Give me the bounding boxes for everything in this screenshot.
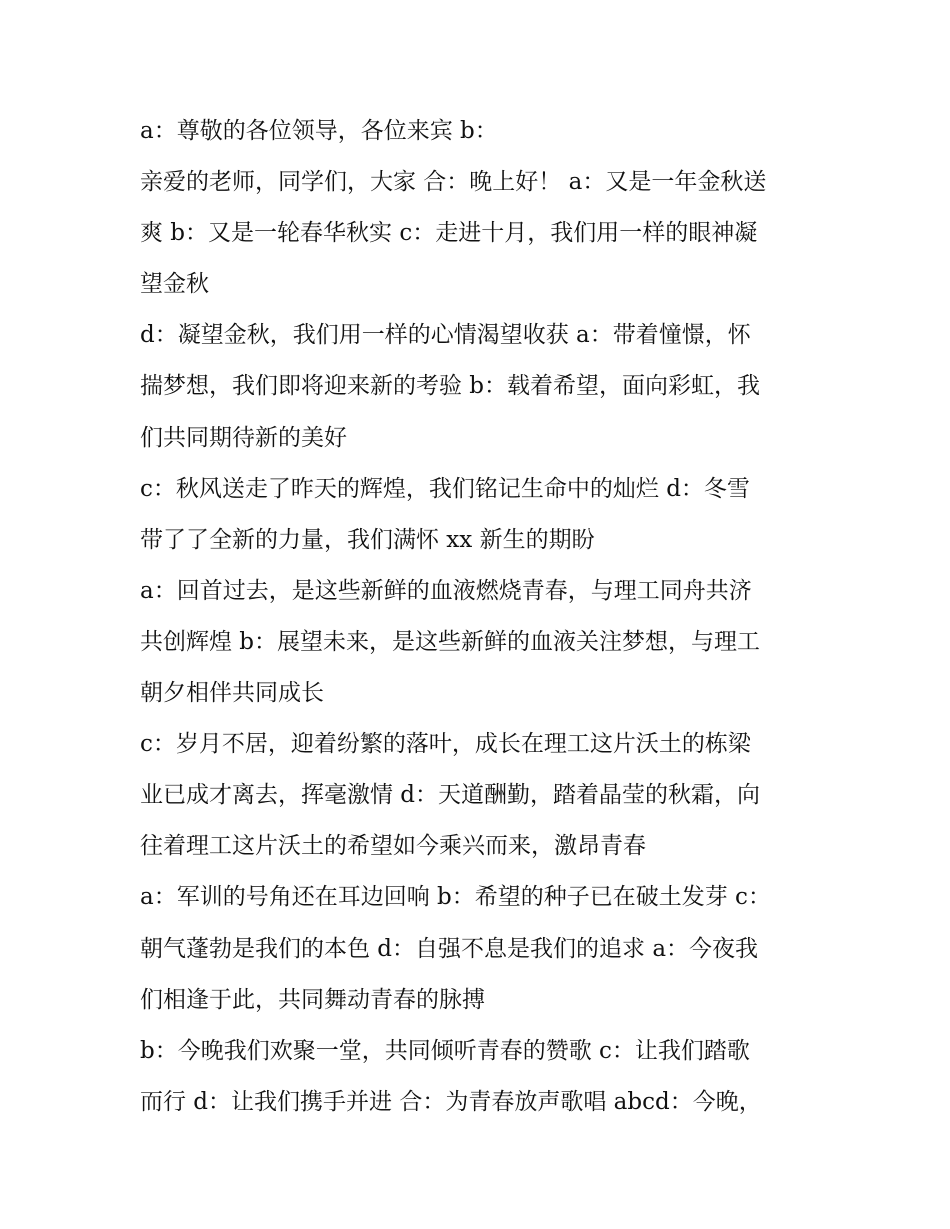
text-line: d：凝望金秋，我们用一样的心情渴望收获 a：带着憧憬，怀 (140, 322, 751, 349)
text-line: 们共同期待新的美好 (140, 424, 347, 451)
text-line: a：回首过去，是这些新鲜的血液燃烧青春，与理工同舟共济 (140, 577, 752, 604)
text-line: 带了了全新的力量，我们满怀 xx 新生的期盼 (140, 526, 595, 553)
text-line: c：岁月不居，迎着纷繁的落叶，成长在理工这片沃土的栋梁 (140, 731, 751, 758)
text-line: a：尊敬的各位领导，各位来宾 b： (140, 118, 498, 144)
body-text (140, 106, 820, 1128)
text-line: b：今晚我们欢聚一堂，共同倾听青春的赞歌 c：让我们踏歌 (140, 1037, 750, 1064)
text-line: 们相逢于此，共同舞动青春的脉搏 (140, 986, 485, 1013)
text-line: 亲爱的老师，同学们，大家 合：晚上好！ a：又是一年金秋送 (140, 169, 767, 196)
text-line: a：军训的号角还在耳边回响 b：希望的种子已在破土发芽 c： (140, 884, 771, 911)
text-line: 望金秋 (140, 271, 209, 298)
text-line: 揣梦想，我们即将迎来新的考验 b：载着希望，面向彩虹，我 (140, 373, 761, 400)
text-line: 爽 b：又是一轮春华秋实 c：走进十月，我们用一样的眼神凝 (140, 220, 758, 247)
text-line: 朝夕相伴共同成长 (140, 680, 324, 707)
text-line: 共创辉煌 b：展望未来，是这些新鲜的血液关注梦想，与理工 (140, 628, 761, 655)
text-line: 往着理工这片沃土的希望如今乘兴而来，激昂青春 (140, 833, 646, 860)
text-line: 而行 d：让我们携手并进 合：为青春放声歌唱 abcd：今晚， (140, 1088, 762, 1115)
text-line: 朝气蓬勃是我们的本色 d：自强不息是我们的追求 a：今夜我 (140, 935, 759, 962)
text-line: c：秋风送走了昨天的辉煌，我们铭记生命中的灿烂 d：冬雪 (140, 475, 750, 502)
text-line: 业已成才离去，挥毫激情 d：天道酬勤，踏着晶莹的秋霜，向 (140, 782, 761, 809)
